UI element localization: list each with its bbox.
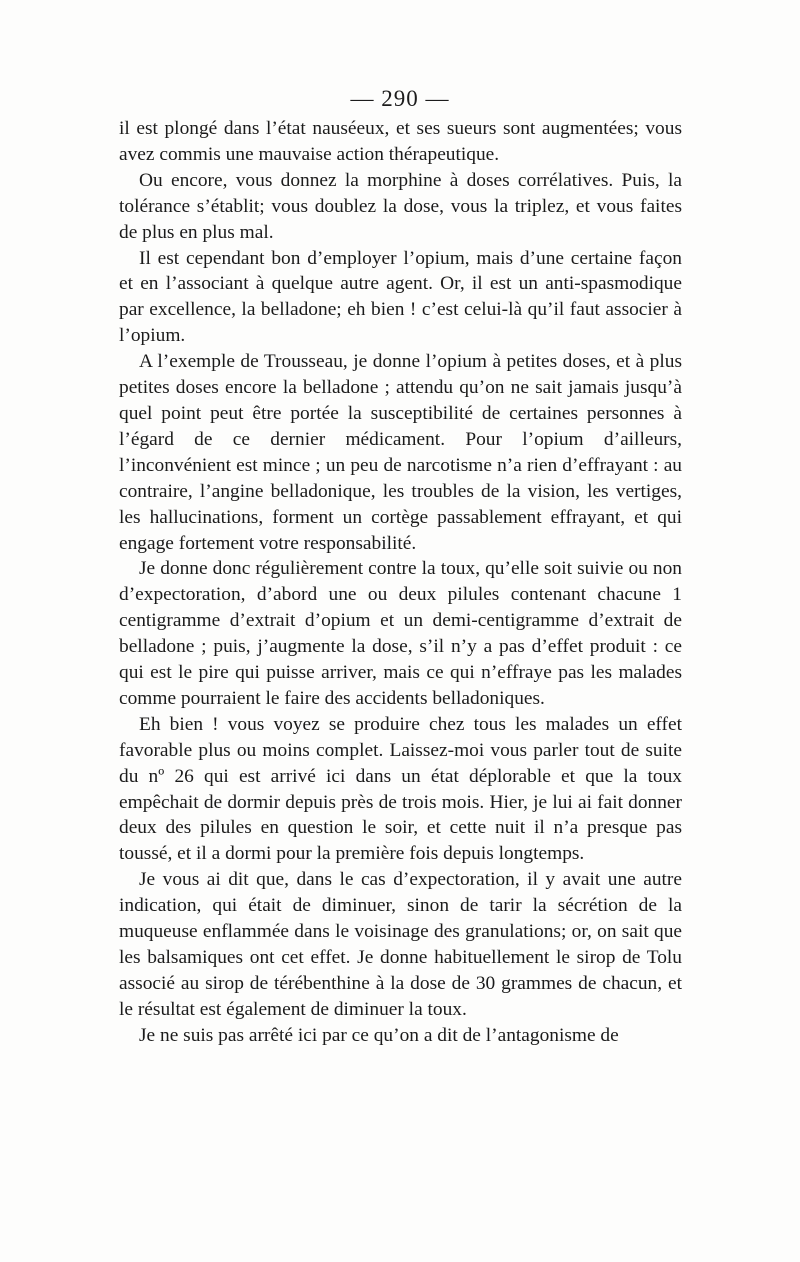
paragraph-2: Ou encore, vous donnez la morphine à doses corrélatives. Puis, la tolérance s’établit; vous doublez la dose, vous la triplez, et vous faites de plus en plus mal. — [119, 169, 682, 243]
paragraph-6: Eh bien ! vous voyez se produire chez tous les malades un effet favorable plus ou moins complet. Laissez-moi vous parler tout de suite du nº 26 qui est arrivé ici dans un état déplorable et que la toux empêchait de dormir depuis près de trois mois. Hier, je lui ai fait donner deux des pilules en question le soir, et cette nuit il n’a presque pas toussé, et il a dormi pour la première fois depuis longtemps. — [119, 713, 682, 865]
paragraph-4: A l’exemple de Trousseau, je donne l’opium à petites doses, et à plus petites doses encore la belladone ; attendu qu’on ne sait jamais jusqu’à quel point peut être portée la susceptibilité de certaines personnes à l’égard de ce dernier médicament. Pour l’opium d’ailleurs, l’inconvénient est mince ; un peu de narcotisme n’a rien d’effrayant : au contraire, l’angine belladonique, les troubles de la vision, les vertiges, les hallucinations, forment un cortège passablement effrayant, et qui engage fortement votre responsabilité. — [119, 351, 682, 554]
page-number: — 290 — — [350, 86, 450, 111]
body-text — [119, 116, 682, 1049]
paragraph-7: Je vous ai dit que, dans le cas d’expectoration, il y avait une autre indication, qui était de diminuer, sinon de tarir la sécrétion de la muqueuse enflammée dans le voisinage des granulations; or, on sait que les balsamiques ont cet effet. Je donne habituellement le sirop de Tolu associé au sirop de térébenthine à la dose de 30 grammes de chacun, et le résultat est également de diminuer la toux. — [119, 869, 682, 1020]
paragraph-1: il est plongé dans l’état nauséeux, et ses sueurs sont augmentées; vous avez commis une mauvaise action thérapeutique. — [119, 118, 682, 165]
paragraph-3: Il est cependant bon d’employer l’opium, mais d’une certaine façon et en l’associant à quelque autre agent. Or, il est un anti-spasmodique par excellence, la belladone; eh bien ! c’est celui-là qu’il faut associer à l’opium. — [119, 247, 682, 347]
paragraph-8: Je ne suis pas arrêté ici par ce qu’on a dit de l’antagonisme de — [139, 1024, 619, 1046]
paragraph-5: Je donne donc régulièrement contre la toux, qu’elle soit suivie ou non d’expectoration, d’abord une ou deux pilules contenant chacune 1 centigramme d’extrait d’opium et un demi-centigramme d’extrait de belladone ; puis, j’augmente la dose, s’il n’y a pas d’effet produit : ce qui est le pire qui puisse arriver, mais ce qui n’effraye pas les malades comme pourraient le faire des accidents belladoniques. — [119, 558, 682, 709]
